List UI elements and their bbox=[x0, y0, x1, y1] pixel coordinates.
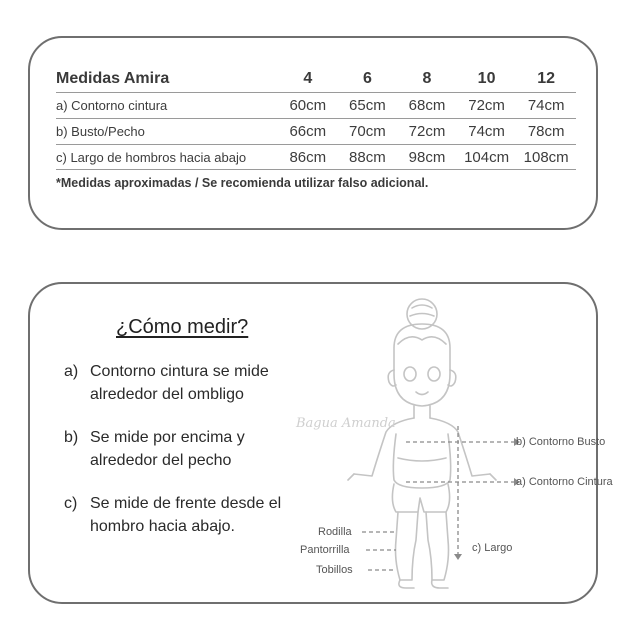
size-chart-card bbox=[28, 36, 598, 230]
step-bust bbox=[64, 426, 314, 472]
watermark-text: Bagua Amanda bbox=[296, 416, 396, 431]
table-cell: 86cm bbox=[289, 148, 327, 166]
label-knee: Rodilla bbox=[318, 526, 352, 538]
step-text: Contorno cintura se mide alrededor del ombligo bbox=[90, 363, 269, 403]
measurement-figure bbox=[296, 288, 613, 602]
table-cell: 98cm bbox=[408, 148, 446, 166]
row-label: b) Busto/Pecho bbox=[56, 124, 145, 139]
size-header-4: 4 bbox=[303, 70, 313, 87]
table-row-length bbox=[56, 144, 576, 170]
table-cell: 66cm bbox=[289, 123, 327, 140]
table-cell: 74cm bbox=[468, 123, 505, 140]
label-length: c) Largo bbox=[472, 542, 513, 554]
step-marker: a) bbox=[64, 363, 79, 380]
table-cell: 68cm bbox=[408, 97, 446, 114]
table-cell: 74cm bbox=[527, 97, 565, 114]
size-header-10: 10 bbox=[477, 70, 496, 87]
label-bust: b) Contorno Busto bbox=[516, 436, 606, 448]
step-length bbox=[64, 492, 314, 538]
size-header-12: 12 bbox=[537, 70, 556, 87]
size-table-title: Medidas Amira bbox=[56, 70, 170, 87]
how-to-measure-card bbox=[28, 282, 613, 604]
size-header-6: 6 bbox=[362, 70, 372, 87]
step-text: Se mide por encima y alrededor del pecho bbox=[90, 429, 245, 469]
table-cell: 60cm bbox=[289, 97, 327, 114]
measure-steps bbox=[64, 360, 314, 558]
table-cell: 72cm bbox=[408, 123, 446, 140]
step-marker: c) bbox=[64, 495, 78, 512]
label-ankle: Tobillos bbox=[316, 564, 353, 576]
table-cell: 108cm bbox=[523, 148, 569, 166]
label-calf: Pantorrilla bbox=[300, 544, 350, 556]
row-label: c) Largo de hombros hacia abajo bbox=[56, 149, 247, 165]
size-table-note: *Medidas aproximadas / Se recomienda utilizar falso adicional. bbox=[56, 176, 429, 190]
table-cell: 72cm bbox=[468, 97, 505, 114]
table-row-waist bbox=[56, 92, 576, 118]
size-table bbox=[56, 66, 576, 190]
row-label: a) Contorno cintura bbox=[56, 98, 168, 113]
step-text: Se mide de frente desde el hombro hacia abajo. bbox=[90, 495, 282, 535]
table-cell: 70cm bbox=[349, 123, 386, 140]
step-waist bbox=[64, 360, 314, 406]
table-row-bust bbox=[56, 118, 576, 144]
how-to-measure-title: ¿Cómo medir? bbox=[116, 316, 249, 338]
table-cell: 65cm bbox=[349, 97, 386, 114]
size-header-8: 8 bbox=[422, 70, 432, 87]
table-cell: 104cm bbox=[464, 148, 510, 166]
label-waist: a) Contorno Cintura bbox=[516, 476, 613, 488]
size-table-header bbox=[56, 66, 576, 92]
table-cell: 78cm bbox=[527, 123, 565, 140]
table-cell: 88cm bbox=[349, 148, 386, 166]
step-marker: b) bbox=[64, 429, 79, 446]
